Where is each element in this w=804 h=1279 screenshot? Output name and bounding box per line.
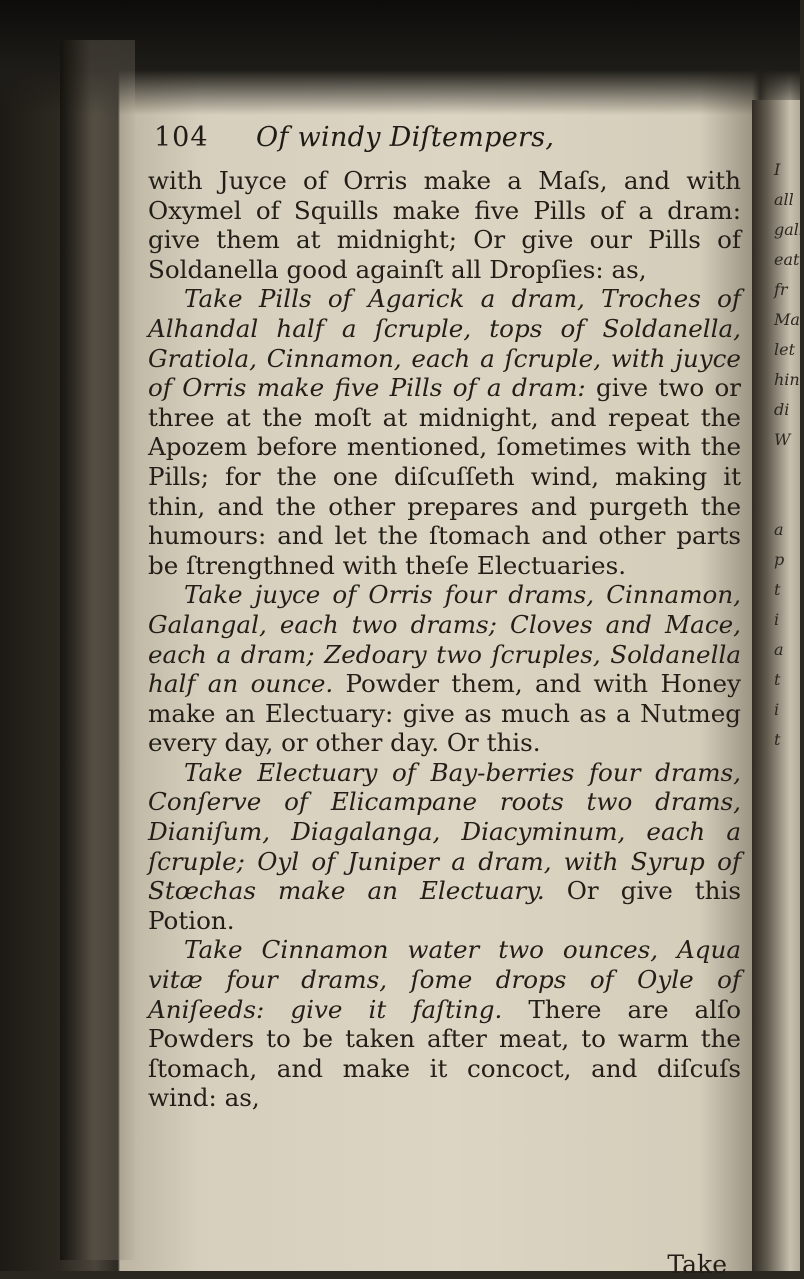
recipe-roman: There are alſo Powders to be taken after meat, to warm the ſtomach, and make it concoct, and diſcuſs wind: as, <box>148 994 741 1113</box>
page-header <box>140 122 745 166</box>
margin-fragment: fr <box>774 280 788 299</box>
margin-fragment: t <box>774 580 781 599</box>
recipe-italic: Take Electuary of Bay-berries four drams, Conſerve of Elicampane roots two drams, Dianiſum, Diagalanga, Diacyminum, each a ſcruple; Oyl of Juniper a dram, with Syrup of Stœchas make an Electuary. <box>148 757 741 906</box>
margin-fragment: hin <box>774 370 800 389</box>
margin-fragment: i <box>774 610 780 629</box>
margin-fragment: di <box>774 400 790 419</box>
margin-fragment: W <box>774 430 791 449</box>
margin-fragment: t <box>774 730 781 749</box>
margin-fragment: i <box>774 700 780 719</box>
margin-fragment: Ma <box>774 310 800 329</box>
book-page-text-block <box>140 122 745 1279</box>
margin-fragment: let <box>774 340 796 359</box>
paragraph-3 <box>148 580 741 758</box>
facing-page-edge <box>752 100 804 1271</box>
recipe-roman: give two or three at the moſt at midnight, and repeat the Apozem before mentioned, ſometimes with the Pills; for the one diſcuſſeth wind, making it thin, and the other prepares and purgeth the humours: and let the ſtomach and other parts be ſtrengthned with theſe Electuaries. <box>148 373 742 580</box>
recipe-roman: Or give this Potion. <box>148 876 741 935</box>
page-number: 104 <box>154 122 209 153</box>
recipe-italic: Take Pills of Agarick a dram, Troches of Alhandal half a ſcruple, tops of Soldanella, Gratiola, Cinnamon, each a ſcruple, with juyce of Orris make five Pills of a dram: <box>148 284 741 403</box>
margin-fragment: a <box>774 640 784 659</box>
paragraph-1: with Juyce of Orris make a Maſs, and with Oxymel of Squills make five Pills of a dram: give them at midnight; Or give our Pills of Soldanella good againſt all Dropſies: as, <box>148 166 741 284</box>
book-gutter <box>60 40 135 1260</box>
margin-fragment: a <box>774 520 784 539</box>
paragraph-4 <box>148 758 741 936</box>
paragraph-2 <box>148 284 741 580</box>
paragraph-5 <box>148 935 741 1113</box>
body-text <box>140 166 745 1113</box>
margin-fragment: p <box>774 550 785 569</box>
margin-fragment: gall <box>774 220 804 239</box>
margin-fragment: all <box>774 190 794 209</box>
recipe-roman: Powder them, and with Honey make an Electuary: give as much as a Nutmeg every day, or other day. Or this. <box>148 669 741 758</box>
recipe-italic: Take juyce of Orris four drams, Cinnamon, Galangal, each two drams; Cloves and Mace, each a dram; Zedoary two ſcruples, Soldanella half an ounce. <box>148 580 741 699</box>
margin-fragment: I <box>774 160 781 179</box>
recipe-italic: Take Cinnamon water two ounces, Aqua vitæ four drams, ſome drops of Oyle of Aniſeeds: give it faſting. <box>148 935 741 1024</box>
catchword: Take <box>667 1250 727 1279</box>
margin-fragment: eat <box>774 250 800 269</box>
running-title: Of windy Diſtempers, <box>256 122 555 153</box>
margin-fragment: t <box>774 670 781 689</box>
